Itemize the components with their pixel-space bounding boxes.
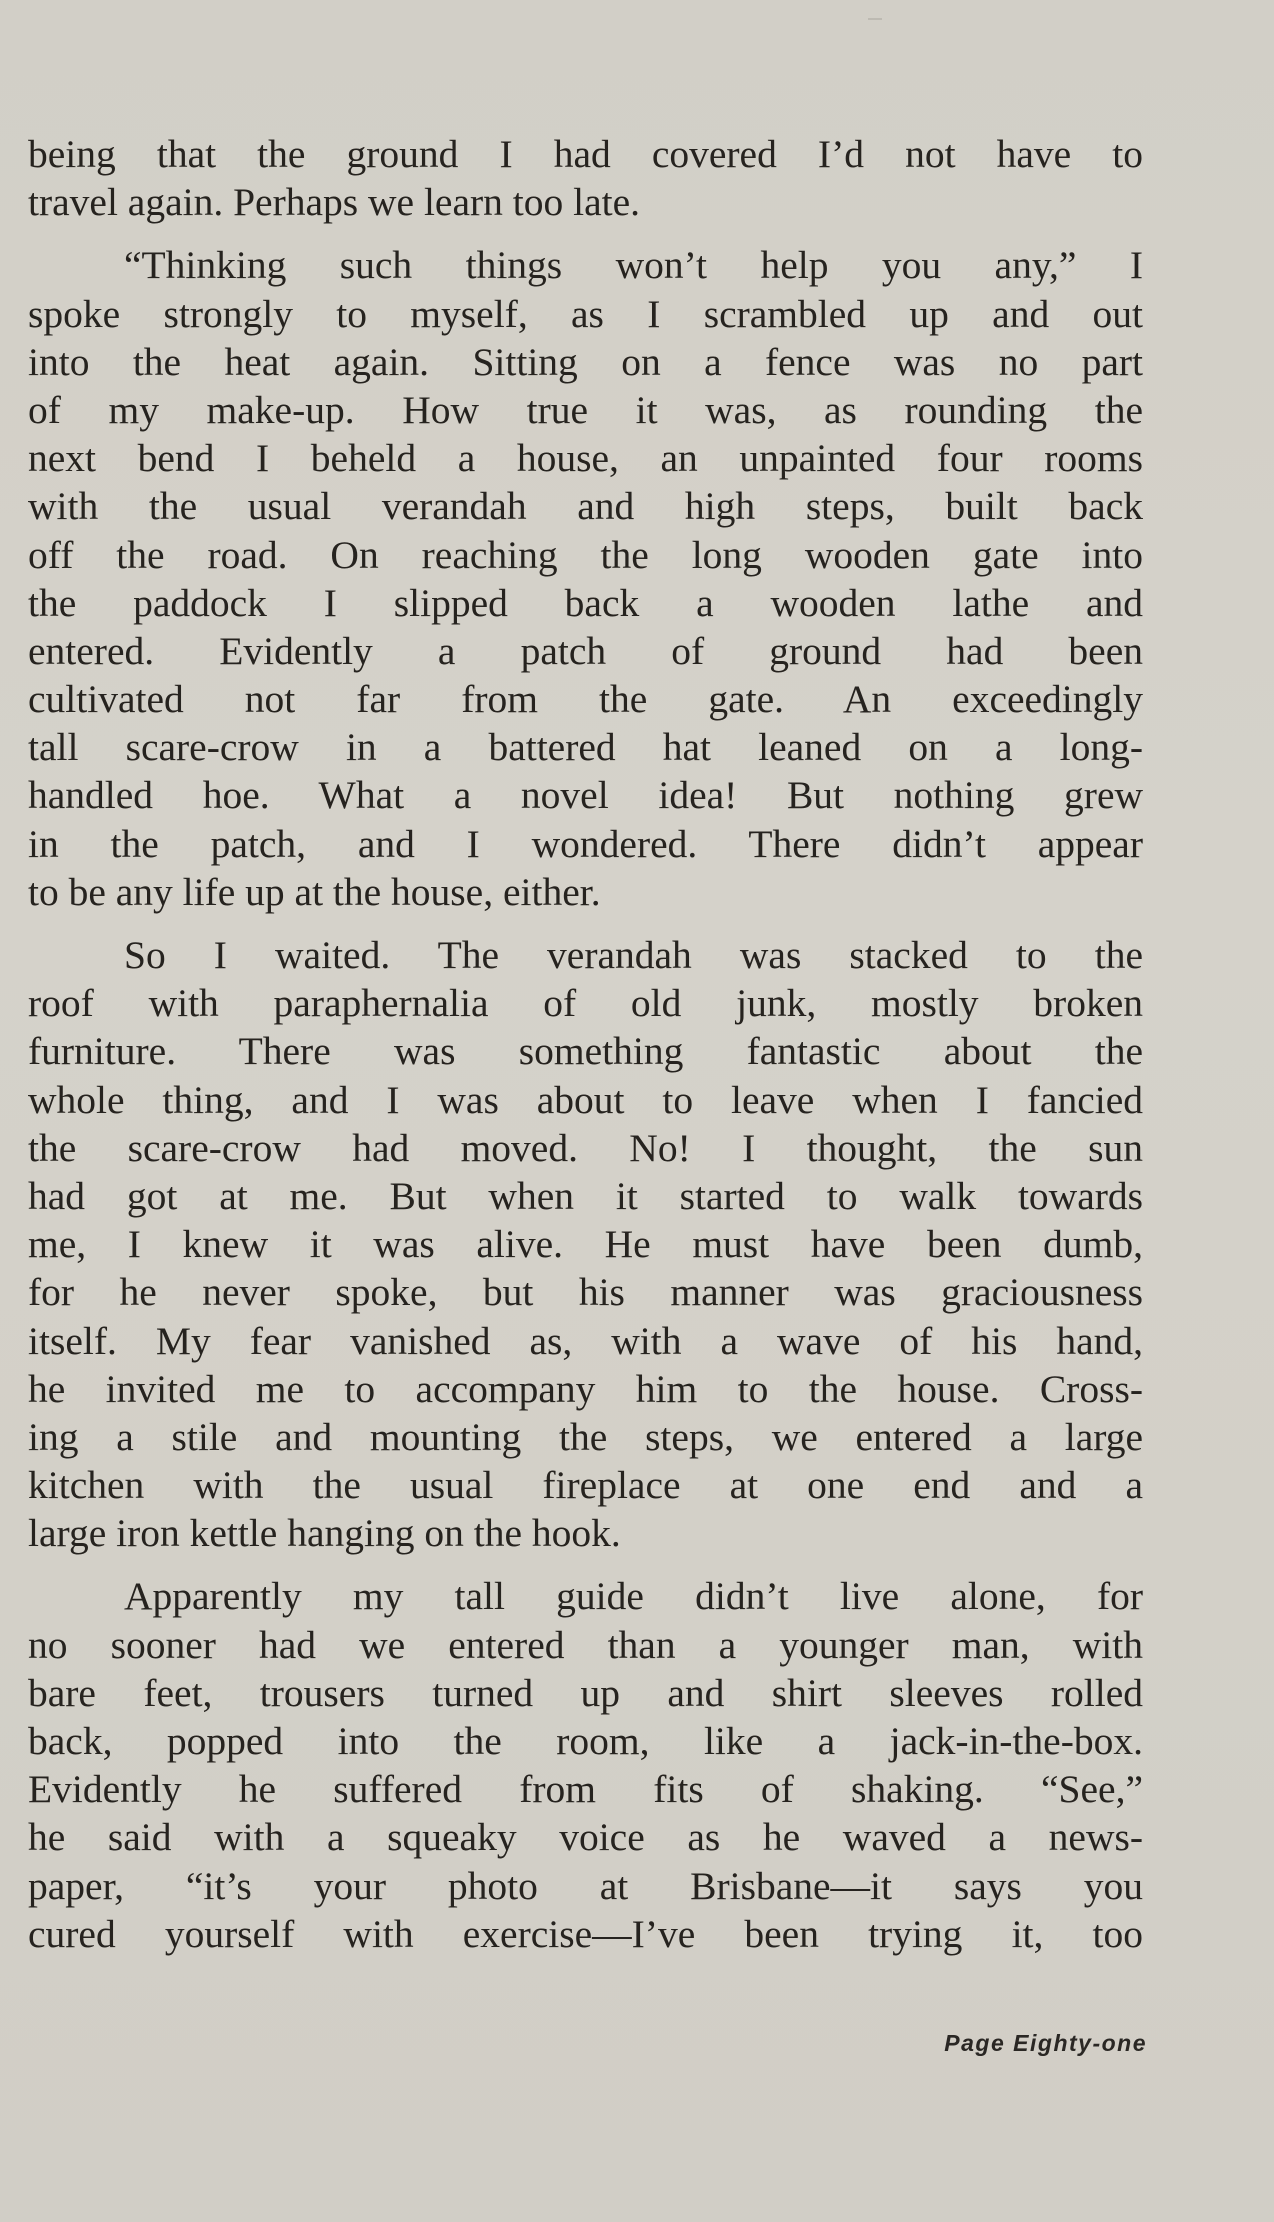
text-line: bare feet, trousers turned up and shirt sleeves rolled [28, 1670, 1143, 1715]
text-line: to be any life up at the house, either. [28, 869, 601, 914]
text-line: cured yourself with exercise—I’ve been trying it, too [28, 1911, 1143, 1956]
text-line: roof with paraphernalia of old junk, mostly broken [28, 981, 1143, 1026]
text-line: next bend I beheld a house, an unpainted four rooms [28, 436, 1143, 481]
text-line: tall scare-crow in a battered hat leaned on a long- [28, 725, 1143, 770]
paragraph [28, 130, 1143, 226]
text-line: of my make-up. How true it was, as rounding the [28, 387, 1143, 432]
text-line: the scare-crow had moved. No! I thought, the sun [28, 1125, 1143, 1170]
paragraph [28, 241, 1143, 916]
body-text [28, 130, 1143, 1973]
text-line: off the road. On reaching the long wooden gate into [28, 532, 1143, 577]
page-speck [868, 18, 882, 20]
text-line: for he never spoke, but his manner was graciousness [28, 1270, 1143, 1315]
text-line: spoke strongly to myself, as I scrambled up and out [28, 291, 1143, 336]
text-line: back, popped into the room, like a jack-in-the-box. [28, 1719, 1143, 1763]
text-line: into the heat again. Sitting on a fence was no part [28, 339, 1143, 384]
text-line: with the usual verandah and high steps, built back [28, 484, 1143, 529]
text-line: he invited me to accompany him to the house. Cross- [28, 1366, 1143, 1411]
text-line: he said with a squeaky voice as he waved a news- [28, 1815, 1143, 1860]
text-line: me, I knew it was alive. He must have been dumb, [28, 1222, 1143, 1267]
text-line: had got at me. But when it started to walk towards [28, 1173, 1143, 1218]
text-line: whole thing, and I was about to leave when I fancied [28, 1077, 1143, 1122]
text-line: kitchen with the usual fireplace at one end and a [28, 1463, 1143, 1508]
text-line: ing a stile and mounting the steps, we entered a large [28, 1414, 1143, 1459]
paragraph [28, 931, 1143, 1557]
text-line: in the patch, and I wondered. There didn’t appear [28, 821, 1143, 866]
text-line: handled hoe. What a novel idea! But nothing grew [28, 773, 1143, 818]
text-line: being that the ground I had covered I’d not have to [28, 132, 1143, 176]
text-line: the paddock I slipped back a wooden lathe and [28, 580, 1143, 625]
text-line: Apparently my tall guide didn’t live alone, for [124, 1574, 1143, 1619]
text-line: entered. Evidently a patch of ground had been [28, 628, 1143, 673]
text-line: itself. My fear vanished as, with a wave of his hand, [28, 1318, 1143, 1363]
text-line: travel again. Perhaps we learn too late. [28, 180, 640, 225]
text-line: So I waited. The verandah was stacked to the [124, 933, 1143, 977]
text-line: paper, “it’s your photo at Brisbane—it says you [28, 1863, 1143, 1908]
text-line: cultivated not far from the gate. An exceedingly [28, 677, 1143, 722]
text-line: large iron kettle hanging on the hook. [28, 1511, 621, 1556]
text-line: furniture. There was something fantastic about the [28, 1029, 1143, 1074]
paragraph [28, 1572, 1143, 1958]
text-line: “Thinking such things won’t help you any,” I [124, 243, 1143, 288]
text-line: Evidently he suffered from fits of shaking. “See,” [28, 1767, 1143, 1812]
text-line: no sooner had we entered than a younger man, with [28, 1622, 1143, 1667]
page-number: Page Eighty-one [944, 2030, 1147, 2056]
